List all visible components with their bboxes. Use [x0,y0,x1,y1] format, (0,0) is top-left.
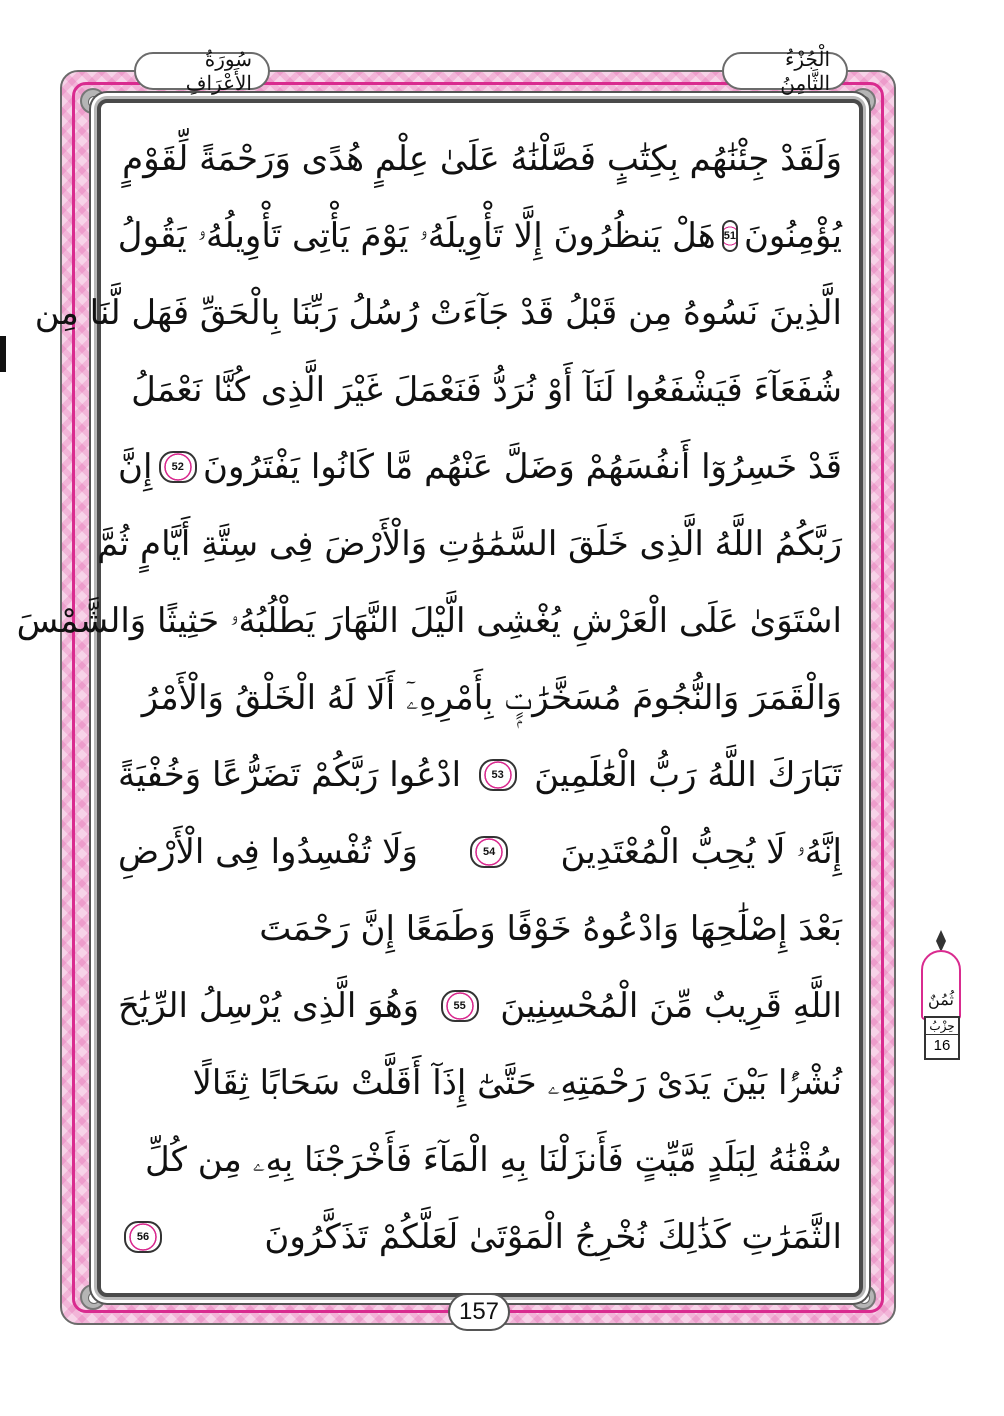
text-line: شُفَعَآءَ فَيَشْفَعُوا لَنَآ أَوْ نُرَدُّ فَنَعْمَلَ غَيْرَ الَّذِى كُنَّا نَعْمَلُ [131,369,842,410]
text-line: نُشْرًۢا بَيْنَ يَدَىْ رَحْمَتِهِۦ حَتَّىٰٓ إِذَآ أَقَلَّتْ سَحَابًا ثِقَالًا [192,1062,842,1103]
text-line: إِنَّهُۥ لَا يُحِبُّ الْمُعْتَدِينَ 54 وَلَا تُفْسِدُوا فِى الْأَرْضِ [118,831,842,872]
dome-ornament-icon [921,950,961,1020]
ayah-number-marker: 52 [159,451,197,483]
text-line: بَعْدَ إِصْلَٰحِهَا وَادْعُوهُ خَوْفًا وَطَمَعًا إِنَّ رَحْمَتَ [259,908,842,949]
hizb-box [924,1016,960,1060]
quran-text [16,120,842,1280]
text-line: اللَّهِ قَرِيبٌ مِّنَ الْمُحْسِنِينَ 55 وَهُوَ الَّذِى يُرْسِلُ الرِّيَٰحَ [118,985,842,1026]
ayah-number-marker: 56 [124,1221,162,1253]
text-line: قَدْ خَسِرُوٓا أَنفُسَهُمْ وَضَلَّ عَنْهُم مَّا كَانُوا يَفْتَرُونَ 52 إِنَّ [118,446,842,487]
hizb-marker [916,930,966,1070]
text-line: وَالْقَمَرَ وَالنُّجُومَ مُسَخَّرَٰتٍۭ بِأَمْرِهِۦٓ أَلَا لَهُ الْخَلْقُ وَالْأَمْرُ [141,677,842,718]
ayah-number-marker: 55 [441,990,479,1022]
text-line: رَبَّكُمُ اللَّهُ الَّذِى خَلَقَ السَّمَٰوَٰتِ وَالْأَرْضَ فِى سِتَّةِ أَيَّامٍ ثُمَّ [97,523,842,564]
quarter-label: ثُمُنٌ [928,990,954,1009]
ayah-number-marker: 53 [479,759,517,791]
finial-ornament-icon [936,930,946,952]
text-line: اسْتَوَىٰ عَلَى الْعَرْشِ يُغْشِى الَّيْلَ النَّهَارَ يَطْلُبُهُۥ حَثِيثًا وَالشَّمْسَ [16,600,842,641]
juz-title: الْجُزْءُ الثَّامِنُ [722,52,848,90]
page-edge-marker [0,336,6,372]
text-line: يُؤْمِنُونَ 51 هَلْ يَنظُرُونَ إِلَّا تَأْوِيلَهُۥ يَوْمَ يَأْتِى تَأْوِيلُهُۥ يَقُولُ [117,215,842,256]
text-line: الثَّمَرَٰتِ كَذَٰلِكَ نُخْرِجُ الْمَوْتَىٰ لَعَلَّكُمْ تَذَكَّرُونَ 56 [118,1198,842,1275]
ayah-number-marker: 51 [722,220,738,252]
ayah-number-marker: 54 [470,836,508,868]
hizb-label: حِزْبُ [929,1019,955,1033]
text-line: تَبَارَكَ اللَّهُ رَبُّ الْعَٰلَمِينَ 53 ادْعُوا رَبَّكُمْ تَضَرُّعًا وَخُفْيَةً [118,754,842,795]
text-line: الَّذِينَ نَسُوهُ مِن قَبْلُ قَدْ جَآءَتْ رُسُلُ رَبِّنَا بِالْحَقِّ فَهَل لَّنَا مِن [34,292,842,333]
page-number: 157 [448,1293,510,1331]
surah-title: سُورَةُ الأَعْرَافِ [134,52,270,90]
text-line: سُقْنَٰهُ لِبَلَدٍ مَّيِّتٍ فَأَنزَلْنَا بِهِ الْمَآءَ فَأَخْرَجْنَا بِهِۦ مِن كُلِّ [144,1139,842,1180]
text-line: وَلَقَدْ جِئْنَٰهُم بِكِتَٰبٍ فَصَّلْنَٰهُ عَلَىٰ عِلْمٍ هُدًى وَرَحْمَةً لِّقَوْمٍ [122,138,842,179]
hizb-number: 16 [926,1034,958,1057]
